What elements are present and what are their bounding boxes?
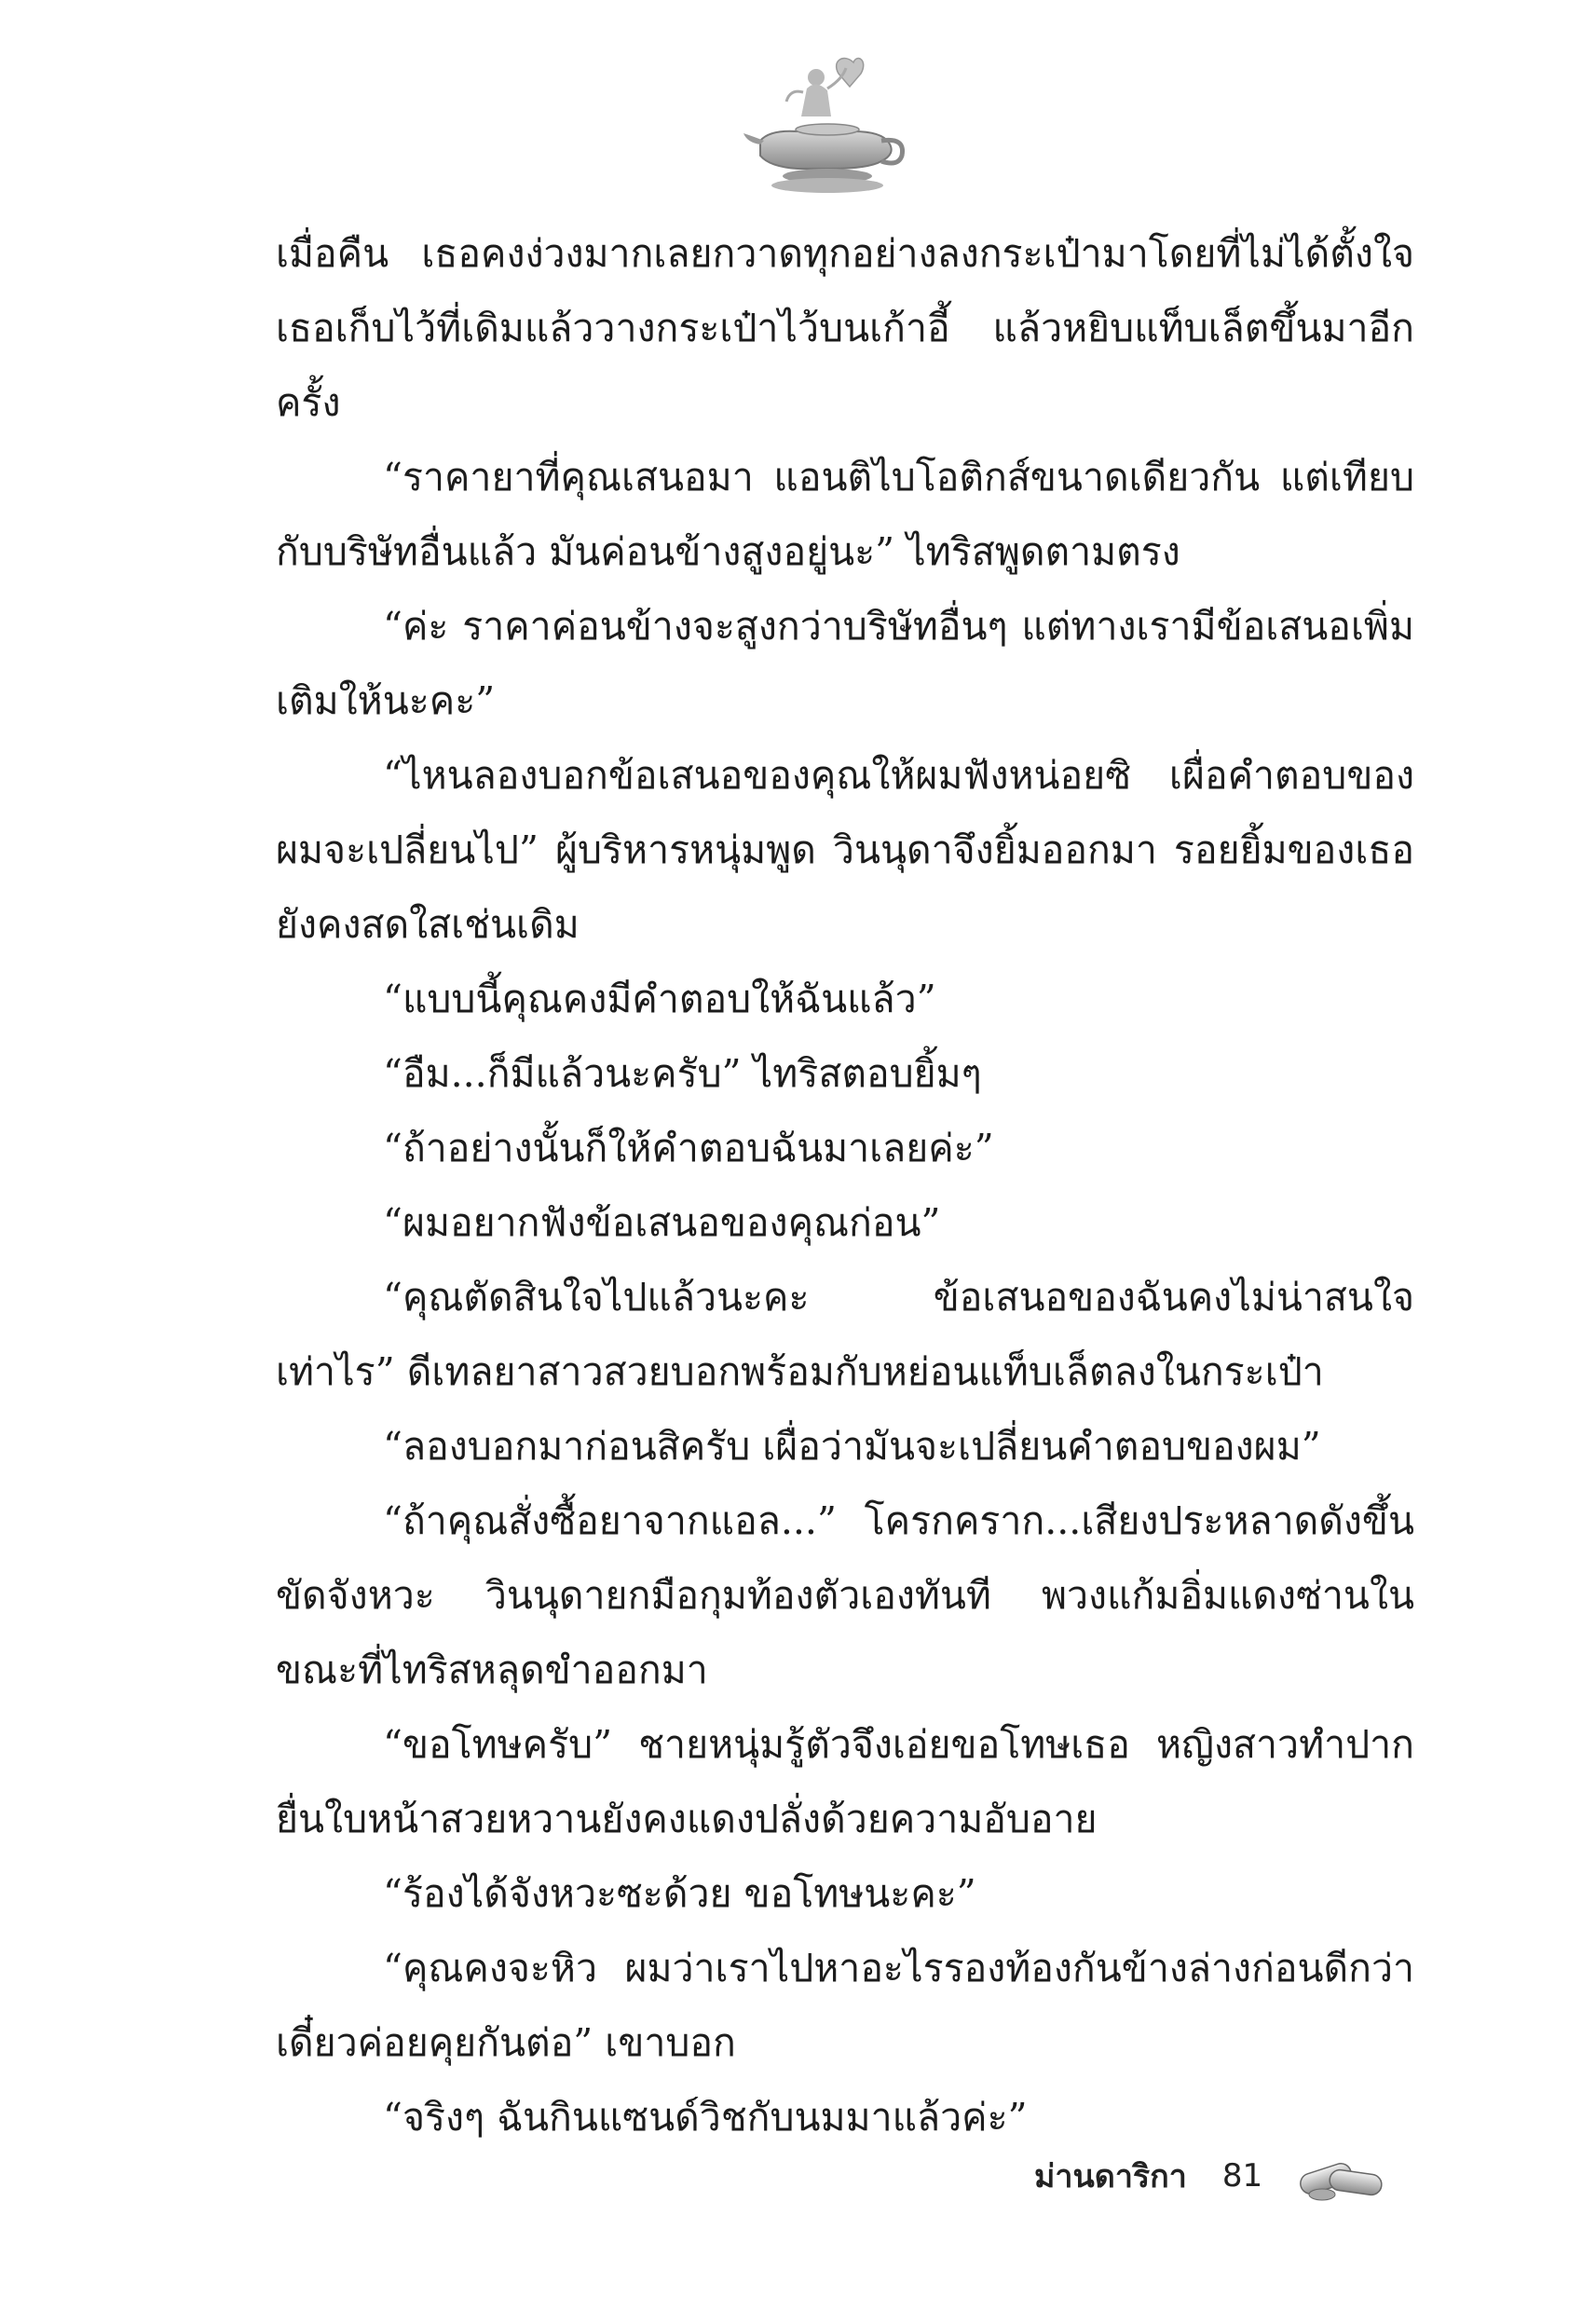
paragraph: “ถ้าอย่างนั้นก็ให้คำตอบฉันมาเลยค่ะ” <box>383 1126 994 1170</box>
pills-icon <box>1294 2148 1387 2204</box>
book-title: ม่านดาริกา <box>1034 2158 1187 2195</box>
paragraph: “ลองบอกมาก่อนสิครับ เผื่อว่ามันจะเปลี่ยนคำตอบของผม” <box>383 1424 1321 1469</box>
paragraph: “แบบนี้คุณคงมีคำตอบให้ฉันแล้ว” <box>383 977 936 1021</box>
paragraph: “อืม...ก็มีแล้วนะครับ” ไทริสตอบยิ้มๆ <box>383 1051 982 1096</box>
paragraph: “ถ้าคุณสั่งซื้อยาจากแอล...” โครกคราก...เสียงประหลาดดังขึ้นขัดจังหวะ วินนุดายกมือกุมท้องตัวเองทันที พวงแก้มอิ่มแดงซ่านในขณะที่ไทริสหลุดขำออกมา <box>276 1498 1414 1692</box>
paragraph: “ค่ะ ราคาค่อนข้างจะสูงกว่าบริษัทอื่นๆ แต่ทางเรามีข้อเสนอเพิ่มเติมให้นะคะ” <box>276 604 1414 723</box>
paragraph: “ขอโทษครับ” ชายหนุ่มรู้ตัวจึงเอ่ยขอโทษเธอ หญิงสาวทำปากยื่นใบหน้าสวยหวานยังคงแดงปลั่งด้วยความอับอาย <box>276 1722 1414 1841</box>
paragraph: “ราคายาที่คุณเสนอมา แอนติไบโอติกส์ขนาดเดียวกัน แต่เทียบกับบริษัทอื่นแล้ว มันค่อนข้างสูงอยู่นะ” ไทริสพูดตามตรง <box>276 455 1414 574</box>
paragraph: “ผมอยากฟังข้อเสนอของคุณก่อน” <box>383 1200 941 1245</box>
paragraph: “ร้องได้จังหวะซะด้วย ขอโทษนะคะ” <box>383 1871 976 1916</box>
paragraph: “คุณตัดสินใจไปแล้วนะคะ ข้อเสนอของฉันคงไม่น่าสนใจเท่าไร” ดีเทลยาสาวสวยบอกพร้อมกับหย่อนแท็บเล็ตลงในกระเป๋า <box>276 1275 1414 1394</box>
paragraph: “ไหนลองบอกข้อเสนอของคุณให้ผมฟังหน่อยซิ เผื่อคำตอบของผมจะเปลี่ยนไป” ผู้บริหารหนุ่มพูด วินนุดาจึงยิ้มออกมา รอยยิ้มของเธอยังคงสดใสเช่นเดิม <box>276 753 1414 947</box>
paragraph: “คุณคงจะหิว ผมว่าเราไปหาอะไรรองท้องกันข้างล่างก่อนดีกว่าเดี๋ยวค่อยคุยกันต่อ” เขาบอก <box>276 1946 1414 2065</box>
page-footer <box>1034 2143 1387 2208</box>
paragraph: “จริงๆ ฉันกินแซนด์วิชกับนมมาแล้วค่ะ” <box>383 2095 1028 2140</box>
body-text <box>276 216 1414 2154</box>
paragraph: เมื่อคืน เธอคงง่วงมากเลยกวาดทุกอย่างลงกระเป๋ามาโดยที่ไม่ได้ตั้งใจ เธอเก็บไว้ที่เดิมแล้ววางกระเป๋าไว้บนเก้าอี้ แล้วหยิบแท็บเล็ตขึ้นมาอีกครั้ง <box>276 231 1414 425</box>
lamp-ornament-icon <box>742 51 909 200</box>
page-number: 81 <box>1221 2157 1263 2195</box>
